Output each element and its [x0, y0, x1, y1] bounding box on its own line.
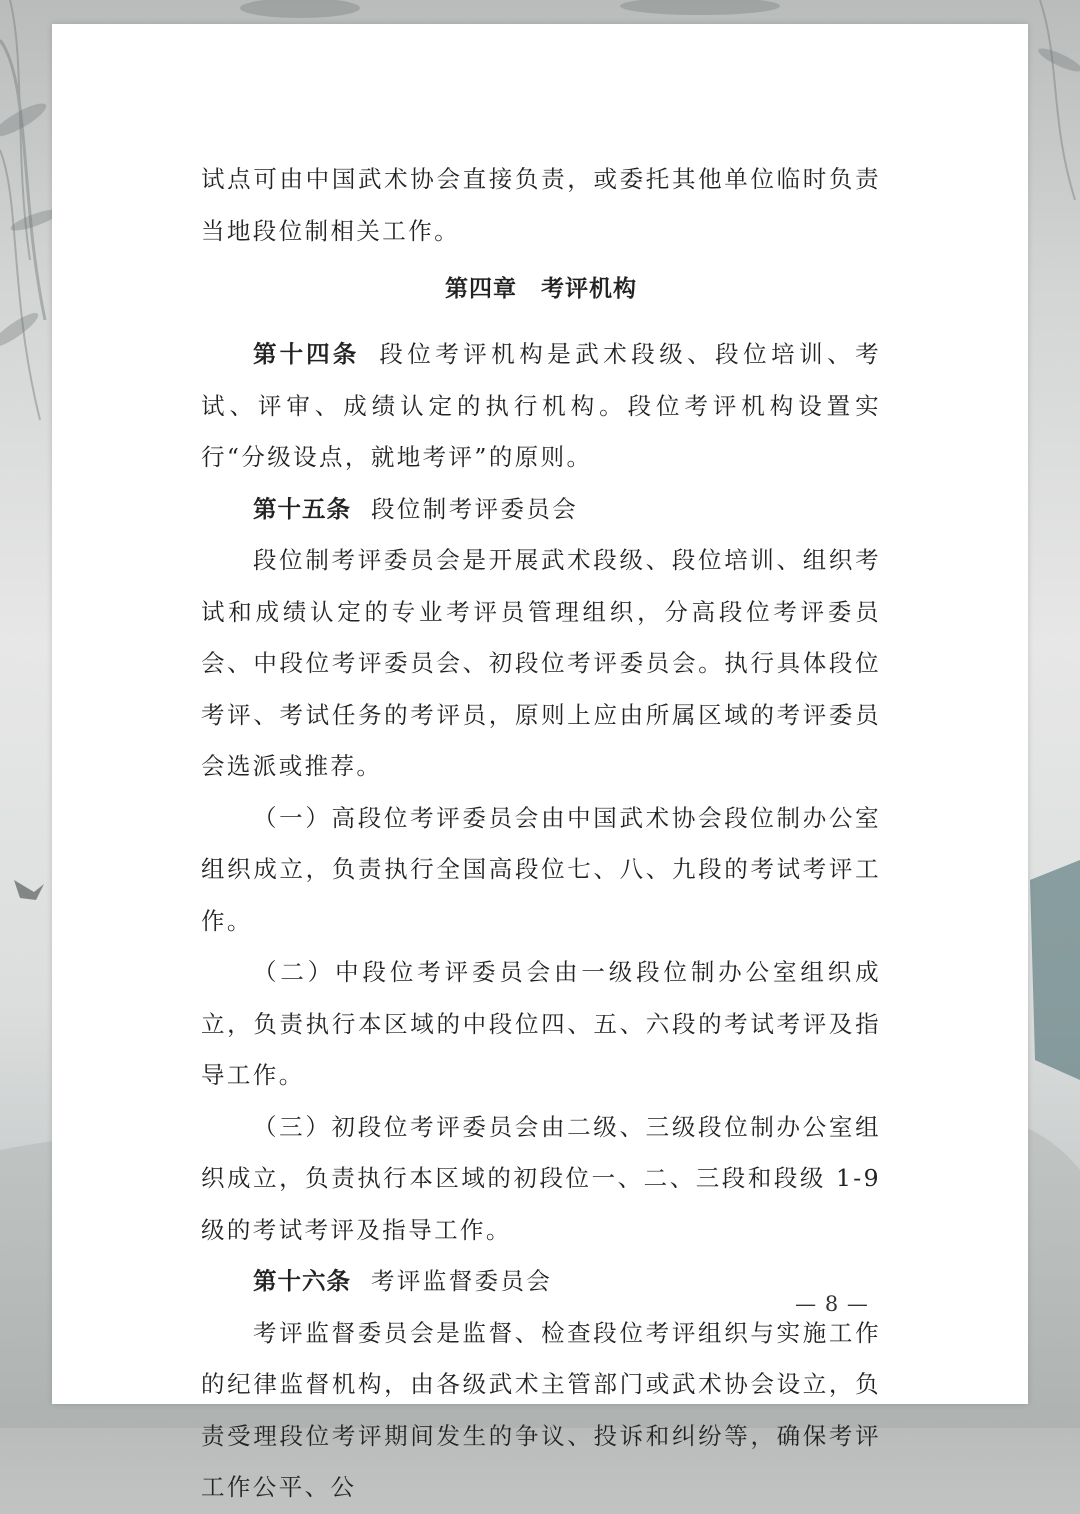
article-14-body: 段位考评机构是武术段级、段位培训、考试、评审、成绩认定的执行机构。段位考评机构设置实行“分级设点，就地考评”的原则。 [201, 340, 881, 471]
document-page [52, 24, 1028, 1501]
chapter-heading: 第四章 考评机构 [445, 276, 637, 302]
article-15-heading [201, 484, 881, 536]
article-15-body: 段位制考评委员会是开展武术段级、段位培训、组织考试和成绩认定的专业考评员管理组织，分高段位考评委员会、中段位考评委员会、初段位考评委员会。执行具体段位考评、考试任务的考评员，原则上应由所属区域的考评委员会选派或推荐。 [201, 546, 881, 780]
page-number: — 8 — [795, 1292, 869, 1316]
article-16-subtitle: 考评监督委员会 [371, 1267, 553, 1295]
article-15-title: 第十五条 [253, 494, 351, 523]
article-16-title: 第十六条 [253, 1267, 351, 1295]
article-15-subtitle: 段位制考评委员会 [371, 494, 579, 523]
article-14-title: 第十四条 [253, 340, 360, 368]
opening-paragraph: 试点可由中国武术协会直接负责，或委托其他单位临时负责当地段位制相关工作。 [201, 165, 881, 245]
article-15-item-2: （二）中段位考评委员会由一级段位制办公室组织成立，负责执行本区域的中段位四、五、六段的考试考评及指导工作。 [201, 958, 881, 1089]
article-15-item-3: （三）初段位考评委员会由二级、三级段位制办公室组织成立，负责执行本区域的初段位一、二、三段和段级 1-9 级的考试考评及指导工作。 [201, 1112, 881, 1244]
article-16-body: 考评监督委员会是监督、检查段位考评组织与实施工作的纪律监督机构，由各级武术主管部门或武术协会设立，负责受理段位考评期间发生的争议、投诉和纠纷等，确保考评工作公平、公 [201, 1318, 881, 1501]
article-14-paragraph [201, 329, 881, 484]
article-15-item-1: （一）高段位考评委员会由中国武术协会段位制办公室组织成立，负责执行全国高段位七、八、九段的考试考评工作。 [201, 803, 881, 935]
